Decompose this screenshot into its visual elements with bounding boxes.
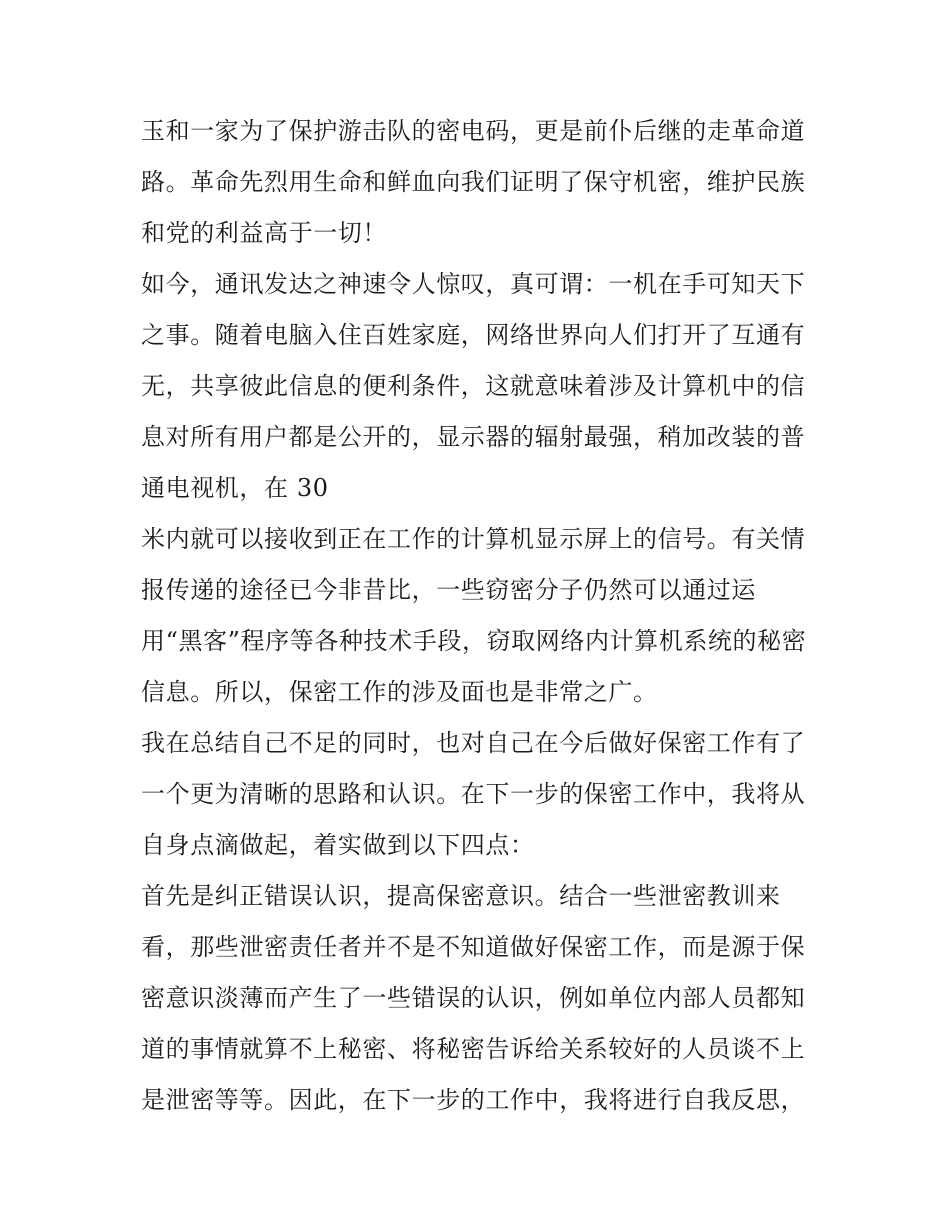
text-line: 之事。随着电脑入住百姓家庭，网络世界向人们打开了互通有 bbox=[141, 321, 806, 349]
text-line: 道的事情就算不上秘密、将秘密告诉给关系较好的人员谈不上 bbox=[141, 1035, 806, 1063]
text-line: 自身点滴做起，着实做到以下四点： bbox=[141, 831, 535, 859]
text-line: 一个更为清晰的思路和认识。在下一步的保密工作中，我将从 bbox=[141, 780, 806, 808]
text-line: 息对所有用户都是公开的，显示器的辐射最强，稍加改装的普 bbox=[141, 423, 806, 451]
text-line: 米内就可以接收到正在工作的计算机显示屏上的信号。有关情 bbox=[141, 525, 806, 553]
text-line: 和党的利益高于一切！ bbox=[141, 219, 387, 247]
text-line: 是泄密等等。因此，在下一步的工作中，我将进行自我反思， bbox=[141, 1086, 806, 1114]
text-line: 密意识淡薄而产生了一些错误的认识，例如单位内部人员都知 bbox=[141, 984, 806, 1012]
text-line: 我在总结自己不足的同时，也对自己在今后做好保密工作有了 bbox=[141, 729, 806, 757]
document-body bbox=[141, 106, 821, 1126]
text-line: 信息。所以，保密工作的涉及面也是非常之广。 bbox=[141, 678, 658, 706]
text-line: 无，共享彼此信息的便利条件，这就意味着涉及计算机中的信 bbox=[141, 372, 806, 400]
text-line: 路。革命先烈用生命和鲜血向我们证明了保守机密，维护民族 bbox=[141, 168, 806, 196]
text-line: 用“黑客”程序等各种技术手段，窃取网络内计算机系统的秘密 bbox=[141, 627, 807, 655]
text-line: 报传递的途径已今非昔比，一些窃密分子仍然可以通过运 bbox=[141, 576, 756, 604]
text-line: 玉和一家为了保护游击队的密电码，更是前仆后继的走革命道 bbox=[141, 117, 806, 145]
text-line: 看，那些泄密责任者并不是不知道做好保密工作，而是源于保 bbox=[141, 933, 806, 961]
text-line: 首先是纠正错误认识，提高保密意识。结合一些泄密教训来 bbox=[141, 882, 781, 910]
text-line: 通电视机，在 30 bbox=[141, 474, 329, 502]
text-line: 如今，通讯发达之神速令人惊叹，真可谓：一机在手可知天下 bbox=[141, 270, 806, 298]
